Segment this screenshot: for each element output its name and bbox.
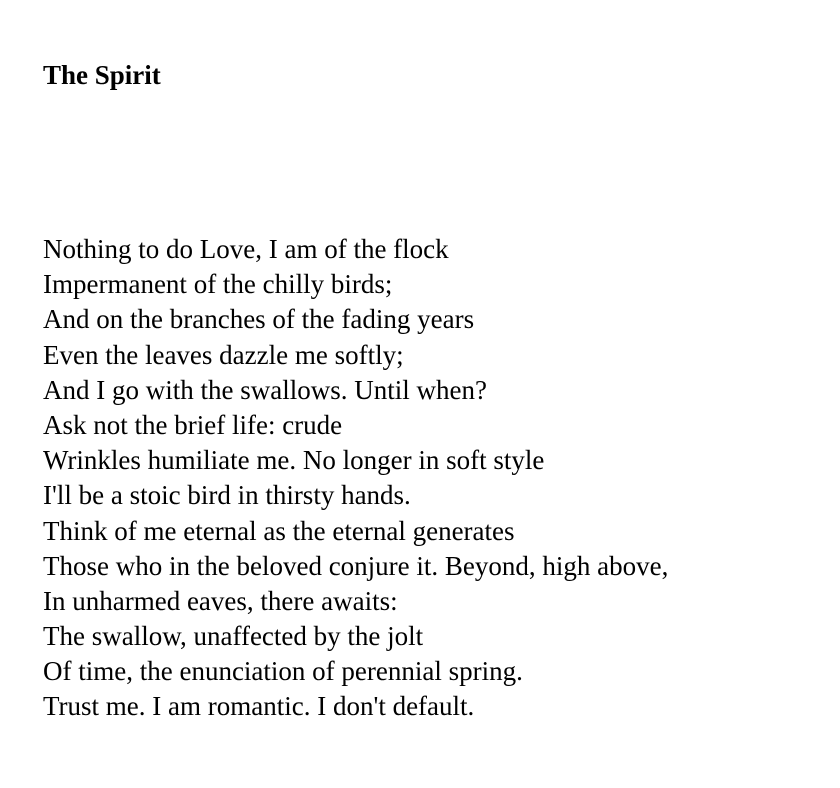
poem-line: Even the leaves dazzle me softly; bbox=[43, 339, 404, 370]
poem-line: Think of me eternal as the eternal generates bbox=[43, 515, 515, 546]
poem-line: And I go with the swallows. Until when? bbox=[43, 374, 487, 405]
poem-line: Ask not the brief life: crude bbox=[43, 409, 343, 440]
poem-line: Trust me. I am romantic. I don't default. bbox=[43, 691, 475, 722]
poem-line: Those who in the beloved conjure it. Beyond, high above, bbox=[43, 550, 669, 581]
poem-line: Impermanent of the chilly birds; bbox=[43, 269, 393, 300]
poem-title: The Spirit bbox=[43, 60, 161, 90]
poem-line: And on the branches of the fading years bbox=[43, 304, 475, 335]
poem-line: In unharmed eaves, there awaits: bbox=[43, 585, 398, 616]
poem-line: I'll be a stoic bird in thirsty hands. bbox=[43, 480, 411, 511]
poem-line: Wrinkles humiliate me. No longer in soft style bbox=[43, 445, 545, 476]
poem-body bbox=[43, 232, 668, 725]
poem-line: The swallow, unaffected by the jolt bbox=[43, 621, 424, 652]
poem-line: Of time, the enunciation of perennial spring. bbox=[43, 656, 523, 687]
poem-line: Nothing to do Love, I am of the flock bbox=[43, 234, 449, 264]
